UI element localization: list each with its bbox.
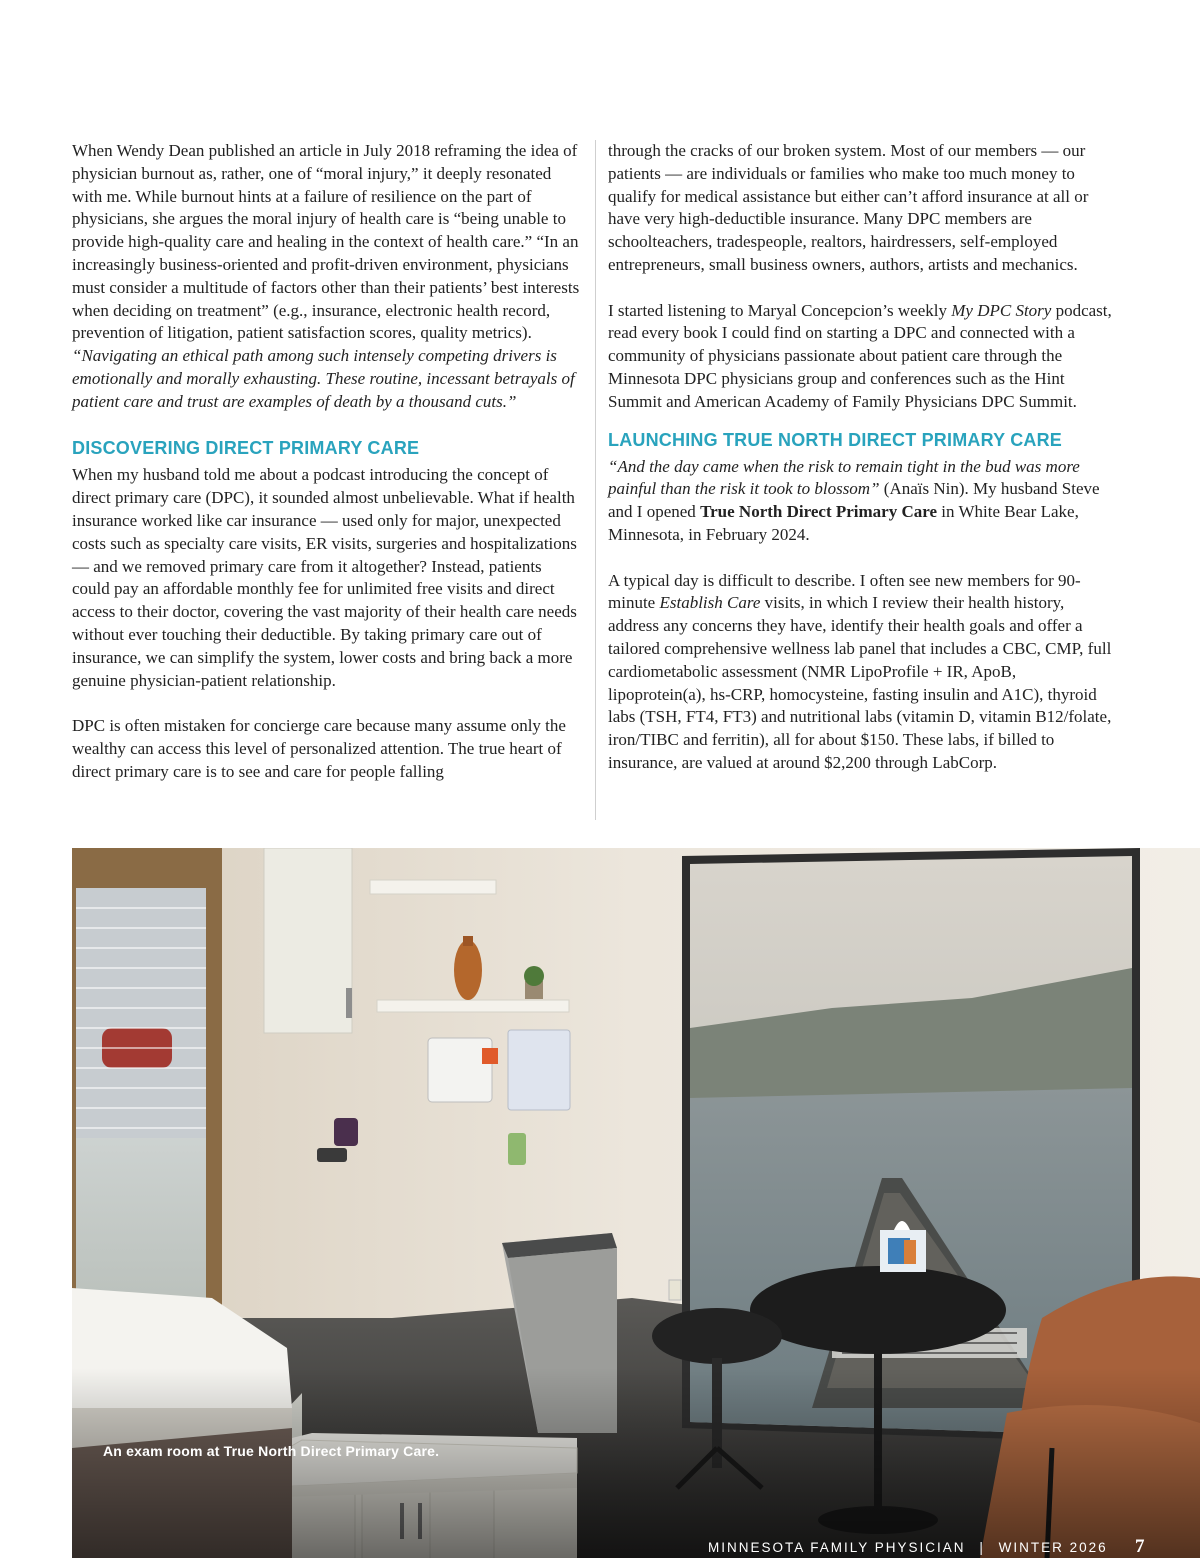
section-heading-launching: LAUNCHING TRUE NORTH DIRECT PRIMARY CARE bbox=[608, 429, 1063, 450]
upper-cabinet bbox=[264, 848, 352, 1033]
page-number: 7 bbox=[1135, 1536, 1145, 1557]
footer-separator: | bbox=[979, 1540, 985, 1555]
left-column bbox=[72, 140, 580, 784]
plant bbox=[524, 966, 544, 999]
intro-paragraph: When Wendy Dean published an article in July 2018 reframing the idea of physician burnout as, rather, one of “moral injury,” it deeply resonated with me. While burnout hints at a failure of resilience on the part of physicians, she argues the moral injury of health care is “being unable to provide high-quality care and healing in the context of health care.” “In an increasingly business-oriented and profit-driven environment, physicians must consider a multitude of factors other than their patients’ best interests when deciding on treatment” (e.g., insurance, electronic health record, prevention of litigation, patient satisfaction scores, quality metrics). “Navigating an ethical path among such intensely competing drivers is emotionally and morally exhausting. These routine, incessant betrayals of patient care and trust are examples of death by a thousand cuts.” bbox=[72, 141, 580, 411]
issue-label: WINTER 2026 bbox=[998, 1540, 1108, 1555]
lower-shelf bbox=[377, 1000, 569, 1012]
practice-name: True North Direct Primary Care bbox=[700, 502, 938, 522]
dpc-paragraph: When my husband told me about a podcast introducing the concept of direct primary care (DPC), it sounded almost unbelievable. What if health insurance worked like car insurance — used only for major, unexpected costs such as specialty care visits, ER visits, surgeries and hospitalizations — and we removed primary care from it altogether? Instead, patients could pay an affordable monthly fee for unlimited free visits and direct access to their doctor, covering the vast majority of their health care needs without ever touching their deductible. By taking primary care out of insurance, we can simplify the system, lower costs and bring back a more genuine physician-patient relationship. bbox=[72, 465, 577, 690]
sharps-dispenser bbox=[428, 1038, 492, 1102]
members-paragraph: through the cracks of our broken system. Most of our members — our patients — are individuals or families who make too much money to qualify for medical assistance but either can’t afford insurance at all or have very high-deductible insurance. Many DPC members are schoolteachers, tradespeople, realtors, hairdressers, self-employed entrepreneurs, small business owners, authors, artists and mechanics. bbox=[608, 141, 1089, 274]
column-divider bbox=[595, 140, 596, 820]
quote-italic: “Navigating an ethical path among such intensely competing drivers is emotionally and morally exhausting. These routine, incessant betrayals of patient care and trust are examples of death by a thousand cuts.” bbox=[72, 346, 575, 411]
podcast-paragraph: I started listening to Maryal Concepcion’s weekly My DPC Story podcast, read every book I could find on starting a DPC and connected with a community of physicians passionate about patient care through the Minnesota DPC physicians group and conferences such as the Hint Summit and American Academy of Family Physicians DPC Summit. bbox=[608, 300, 1112, 411]
section-heading-discovering: DISCOVERING DIRECT PRIMARY CARE bbox=[72, 438, 420, 459]
concierge-paragraph: DPC is often mistaken for concierge care because many assume only the wealthy can access this level of personalized attention. The true heart of direct primary care is to see and care for people falling bbox=[72, 716, 566, 781]
publication-name: MINNESOTA FAMILY PHYSICIAN bbox=[708, 1540, 966, 1555]
electrical-outlet bbox=[669, 1280, 681, 1300]
upper-shelf bbox=[370, 880, 496, 894]
typical-day-paragraph: A typical day is difficult to describe. I often see new members for 90-minute Establish Care visits, in which I review their health history, address any concerns they have, identify their health goals and offer a tailored comprehensive wellness lab panel that includes a CBC, CMP, full cardiometabolic assessment (NMR LipoProfile + IR, ApoB, lipoprotein(a), hs-CRP, homocysteine, fasting insulin and A1C), thyroid labs (TSH, FT4, FT3) and nutritional labs (vitamin D, vitamin B12/folate, iron/TIBC and ferritin), all for about $150. These labs, if billed to insurance, are valued at around $2,200 through LabCorp. bbox=[608, 570, 1112, 772]
photo-caption: An exam room at True North Direct Primary Care. bbox=[103, 1443, 440, 1459]
right-column bbox=[608, 140, 1118, 775]
photo-shade bbox=[72, 1368, 1200, 1558]
launch-paragraph: “And the day came when the risk to remain tight in the bud was more painful than the risk it took to blossom” (Anaïs Nin). My husband Steve and I opened True North Direct Primary Care in White Bear Lake, Minnesota, in February 2024. bbox=[608, 456, 1100, 544]
page-footer bbox=[708, 1540, 1108, 1555]
vase bbox=[454, 940, 482, 1000]
glove-box bbox=[508, 1030, 570, 1110]
